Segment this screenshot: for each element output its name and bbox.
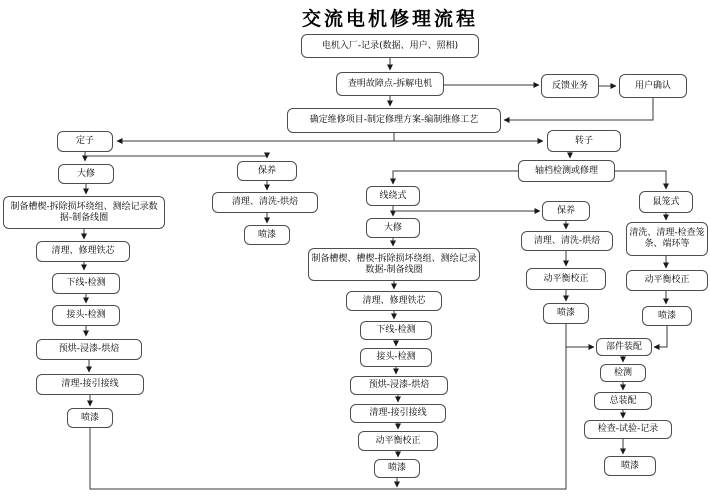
node-clean-bake-rotor: 清理、清洗-烘焙 — [521, 231, 613, 251]
node-overhaul-left: 大修 — [58, 164, 114, 184]
node-intake: 电机入厂-记录(数据、用户、照相) — [301, 34, 479, 58]
node-final-assembly: 总装配 — [594, 392, 652, 410]
node-winding-mid: 下线-检测 — [360, 321, 432, 340]
page-title: 交流电机修理流程 — [301, 9, 478, 30]
node-parts-assembly: 部件装配 — [596, 338, 652, 356]
node-paint-mid: 喷漆 — [374, 459, 420, 478]
node-wound-rotor: 线绕式 — [366, 186, 420, 206]
node-feedback: 反馈业务 — [541, 74, 599, 98]
node-maintain-rotor: 保养 — [542, 201, 590, 221]
node-cage-check: 清洗、清理-检查笼条、端环等 — [626, 222, 708, 256]
node-shaft-check: 轴档检测或修理 — [518, 160, 615, 182]
node-paint-final: 喷漆 — [604, 456, 656, 476]
node-bake-left: 预烘-浸漆-烘焙 — [36, 339, 142, 360]
node-stator: 定子 — [57, 131, 113, 152]
node-clean-bake-stator: 清理、清洗-烘焙 — [212, 192, 318, 213]
node-balance-cage: 动平衡校正 — [626, 270, 708, 291]
node-balance-mid: 动平衡校正 — [358, 431, 438, 451]
node-joint-mid: 接头-检测 — [360, 348, 432, 367]
node-paint-cage: 喷漆 — [642, 306, 692, 326]
node-maintain-stator: 保养 — [237, 161, 297, 181]
node-bake-mid: 预烘-浸漆-烘焙 — [350, 376, 448, 395]
node-paint-left: 喷漆 — [67, 408, 113, 428]
node-winding-left: 下线-检测 — [52, 273, 120, 294]
node-user-confirm: 用户确认 — [619, 74, 687, 98]
node-overhaul-mid: 大修 — [366, 218, 420, 238]
node-core-left: 清理、修理铁芯 — [36, 241, 130, 262]
node-inspect-dismantle: 查明故障点-拆解电机 — [336, 72, 444, 96]
node-prep-coils-left: 制备槽楔-拆除损坏绕组、测绘记录数据-制备线圈 — [3, 196, 165, 229]
node-test: 检测 — [600, 364, 646, 382]
node-joint-left: 接头-检测 — [52, 305, 120, 326]
node-lead-left: 清理-接引接线 — [36, 374, 144, 395]
node-core-mid: 清理、修理铁芯 — [346, 291, 442, 311]
node-squirrel-cage: 鼠笼式 — [639, 191, 693, 213]
node-inspect-record: 检查-试验-记录 — [584, 420, 672, 439]
node-balance-rotor-maint: 动平衡校正 — [526, 268, 606, 290]
node-prep-coils-mid: 制备槽楔、槽楔-拆除损坏绕组、测绘记录数据-制备线圈 — [308, 248, 480, 281]
node-lead-mid: 清理-接引接线 — [350, 404, 446, 423]
node-rotor: 转子 — [547, 130, 621, 152]
node-plan: 确定维修项目-制定修理方案-编制维修工艺 — [287, 108, 501, 133]
node-paint-rotor-maint: 喷漆 — [543, 303, 589, 324]
node-paint-stator-maint: 喷漆 — [244, 225, 290, 245]
